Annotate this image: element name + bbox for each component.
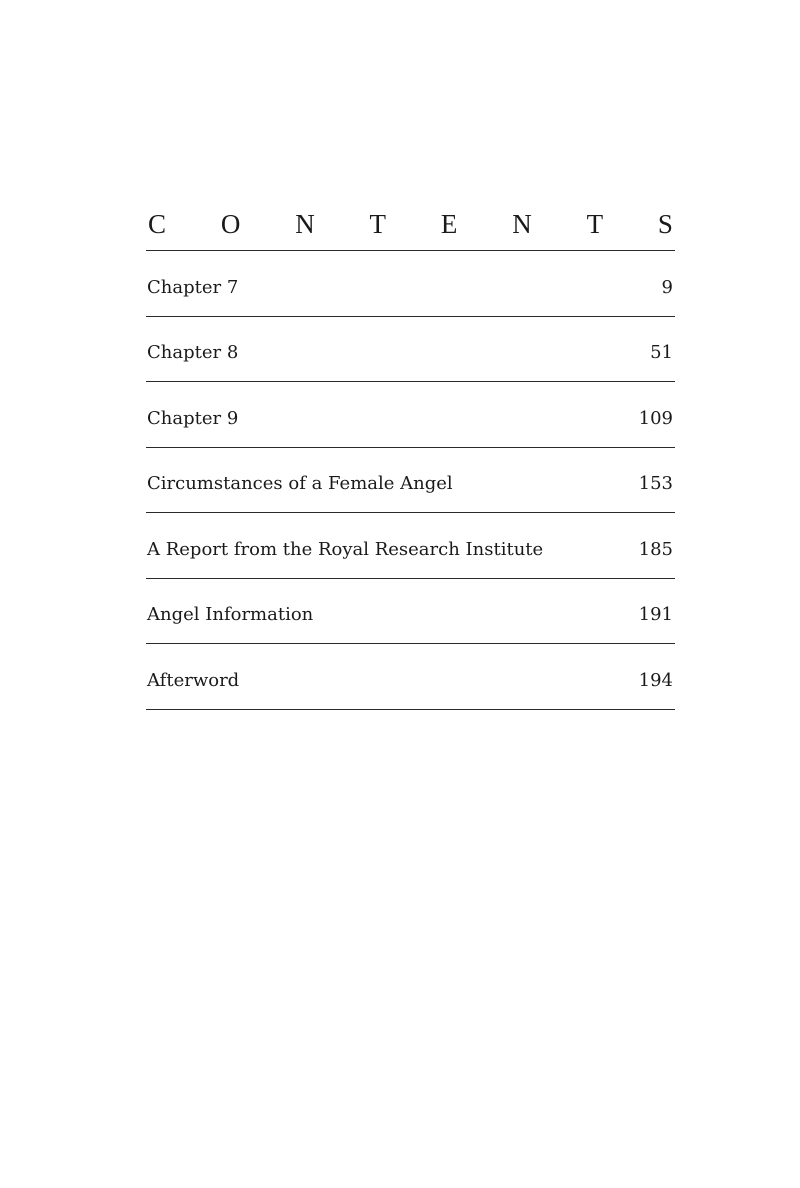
- contents-heading-letter: O: [220, 208, 241, 239]
- toc-entry-label: Chapter 8: [147, 342, 239, 364]
- toc-entry-page: 109: [638, 407, 673, 429]
- toc-entry-page: 194: [638, 669, 673, 691]
- contents-heading-letter: S: [657, 208, 673, 239]
- toc-entry-label: Angel Information: [147, 604, 314, 626]
- contents-heading-letter: N: [512, 208, 532, 239]
- toc-entry-page: 191: [638, 604, 673, 626]
- toc-entry[interactable]: [146, 448, 675, 514]
- toc-entry[interactable]: [146, 251, 675, 317]
- toc-entry-page: 185: [638, 538, 673, 560]
- toc-entry-list: [146, 251, 675, 710]
- toc-entry-page: 9: [661, 276, 673, 298]
- contents-heading-letter: N: [295, 208, 315, 239]
- contents-heading: [146, 204, 675, 244]
- toc-entry-label: Chapter 9: [147, 407, 239, 429]
- toc-entry-label: A Report from the Royal Research Institute: [147, 538, 544, 560]
- contents-heading-letter: C: [148, 208, 167, 239]
- contents-heading-letter: T: [586, 208, 604, 239]
- toc-entry-label: Chapter 7: [147, 276, 239, 298]
- toc-entry[interactable]: [146, 382, 675, 448]
- toc-entry-label: Circumstances of a Female Angel: [147, 473, 453, 495]
- contents-heading-letter: E: [440, 208, 458, 239]
- toc-entry-label: Afterword: [147, 669, 240, 691]
- toc-entry[interactable]: [146, 513, 675, 579]
- toc-entry[interactable]: [146, 317, 675, 383]
- table-of-contents: [146, 204, 675, 710]
- contents-heading-letter: T: [369, 208, 387, 239]
- toc-entry-page: 51: [650, 342, 673, 364]
- toc-entry[interactable]: [146, 644, 675, 710]
- toc-entry-page: 153: [638, 473, 673, 495]
- toc-entry[interactable]: [146, 579, 675, 645]
